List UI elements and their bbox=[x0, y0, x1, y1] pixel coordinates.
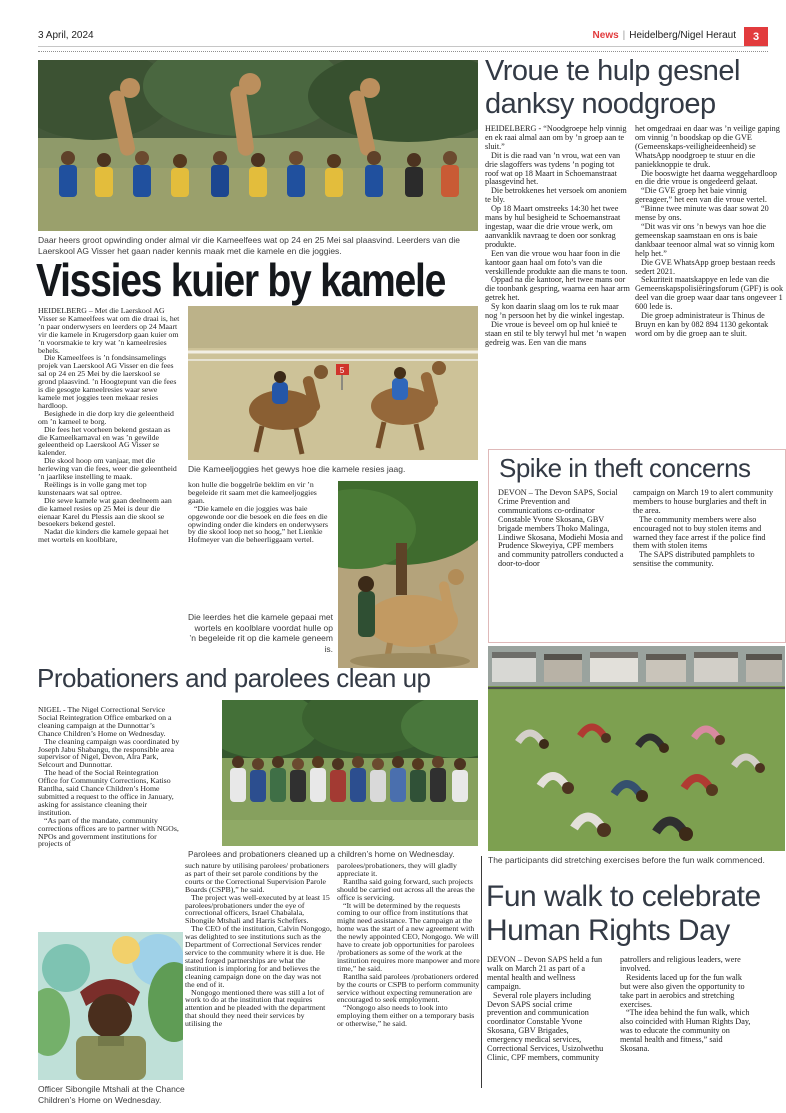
headline-spike: Spike in theft concerns bbox=[499, 453, 751, 483]
header-dotted-rule bbox=[38, 51, 768, 52]
paragraph: “Nongogo also needs to look into employing them either on a temporary basis or otherwise,” he said. bbox=[337, 1003, 475, 1029]
paragraph: Sekuriteit maatskappye en lede van die Gemeenskapspolisiëringsforum (GPF) is ook deel van die groep waar daar tans ongeveer 1 600 lede is. bbox=[635, 275, 784, 312]
photo-parolees-group bbox=[222, 700, 478, 846]
photo-officer-mural bbox=[38, 932, 183, 1080]
spike-column-1 bbox=[498, 489, 626, 635]
vissies-column-1 bbox=[38, 307, 180, 665]
paragraph: Die GVE WhatsApp groep bestaan reeds sedert 2021. bbox=[635, 257, 776, 276]
paragraph: patrollers and religious leaders, were involved. bbox=[620, 956, 741, 973]
probationers-column-2 bbox=[185, 862, 332, 1110]
photo-kameelfees-group bbox=[38, 60, 478, 231]
photo-caption-officer: Officer Sibongile Mtshali at the Chance Children’s Home on Wednesday. bbox=[38, 1084, 185, 1105]
paragraph: Die groep administrateur is Thinus de Bruyn en kan by 082 894 1130 gekontak word om by die groep aan te sluit. bbox=[635, 311, 769, 338]
headline-vissies: Vissies kuier by kamele bbox=[36, 254, 446, 306]
paragraph: HEIDELBERG - “Noodgroepe help vinnig en ek raai almal aan om by ’n groep aan te sluit.” bbox=[485, 125, 627, 151]
paragraph: “Die kamele en die joggies was baie opgewonde oor die besoek en die fees en die opwinding onder die kinders en onderwysers by die skool loop net so hoog,” het Lienkie Hofmeyer van die beheerliggaam vertel. bbox=[188, 503, 329, 545]
paragraph: NIGEL - The Nigel Correctional Service Social Reintegration Office embarked on a cleaning campaign at the Dunnottar’s Chance Children’s Home on Wednesday. bbox=[38, 706, 172, 738]
paragraph: kon hulle die boggelrûe beklim en vir ’n begeleide rit saam met die kameeljoggies gaan. bbox=[188, 481, 317, 505]
funwalk-column-1 bbox=[487, 956, 605, 1110]
paragraph: Rantlha said parolees /probationers ordered by the courts or CSPB to perform community service without expecting remuneration are encouraged to seek employment. bbox=[337, 971, 480, 1005]
photo-camel-race bbox=[188, 306, 478, 460]
photo-funwalk-stretching bbox=[488, 646, 785, 851]
vissies-column-2 bbox=[188, 481, 332, 609]
paragraph: Oppad na die kantoor, het twee mans oor die toonbank gespring, waarna een haar arm getrek het. bbox=[485, 275, 630, 303]
photo-camel-ride bbox=[338, 481, 478, 668]
paragraph: parolees/probationers, they will gladly appreciate it. bbox=[337, 862, 457, 878]
paragraph: Een van die vroue wou haar foon in die kantoor gaan haal om foto’s van die verskillende produkte aan die mans te toon. bbox=[485, 248, 628, 276]
paragraph: Op 18 Maart omstreeks 14:30 het twee mans by hul besigheid te Schoemanstraat ingestap, waar die drie vroue werk, om aanvanklik navraag te doen oor sonkrag produkte. bbox=[485, 204, 621, 249]
paragraph: “Binne twee minute was daar sowat 20 mense by ons. bbox=[635, 204, 769, 223]
paragraph: Nongogo mentioned there was still a lot of work to do at the institution that requires attention and he pleaded with the department that should they need their services by utilising the bbox=[185, 987, 326, 1029]
svg-text:5: 5 bbox=[339, 366, 345, 375]
page-number-badge: 3 bbox=[744, 27, 768, 47]
header-separator: | bbox=[622, 30, 626, 41]
paragraph: campaign on March 19 to alert community members to house burglaries and theft in the area. bbox=[633, 489, 774, 515]
probationers-column-1 bbox=[38, 706, 180, 928]
spike-article-box bbox=[488, 449, 786, 643]
paragraph: Die booswigte het daarna weggehardloop en die drie vroue is ongedeerd gelaat. bbox=[635, 168, 777, 187]
headline-vroue: Vroue te hulp gesnel danksy noodgroep bbox=[485, 55, 740, 120]
section-label: News bbox=[592, 30, 619, 41]
paragraph: DEVON – The Devon SAPS, Social Crime Prevention and communications co-ordinator Constable Yvone Skosana, GBV brigade members Thoko Malinga, Lindiwe Skosana, Modiehi Mosia and Prudence Skweyiya, CPF members and community patrollers conducted a door-to-door bbox=[498, 489, 624, 569]
paragraph: Several role players including Devon SAPS social crime prevention and communication coordinator Constable Yvone Skosana, GBV Brigades, emergency medical services, Correctional Services, Usizolwethu Clinic, CPF members, community bbox=[487, 990, 604, 1062]
paragraph: “As part of the mandate, community corrections offices are to partner with NGOs, NPOs and government institutions for projects of bbox=[38, 815, 179, 849]
paragraph: The cleaning campaign was coordinated by Joseph Jabu Shabangu, the responsible area supervisor of Nigel, Devon, Alra Park, Selcourt and Dunnottar. bbox=[38, 736, 180, 770]
photo-caption-funwalk: The participants did stretching exercises before the fun walk commenced. bbox=[488, 855, 765, 865]
paragraph: Die vroue is beveel om op hul knieë te staan en stil te bly terwyl hul met ’n wapen gedreig was. Een van die mans bbox=[485, 319, 627, 347]
paragraph: The SAPS distributed pamphlets to sensitise the community. bbox=[633, 550, 755, 569]
header-rule bbox=[38, 46, 768, 47]
paragraph: “It will be determined by the requests coming to our office from institutions that might need assistance. The campaign at the home was the start of a new agreement with the newly appointed CEO, Nongogo. We will have to create job opportunities for parolees /probationers as some of the work at the institution requires more manpower and more time,” he said. bbox=[337, 900, 480, 973]
paragraph: DEVON – Devon SAPS held a fun walk on March 21 as part of a mental health and wellness campaign. bbox=[487, 956, 603, 991]
paragraph: The head of the Social Reintegration Office for Community Corrections, Katiso Rantlha, said Chance Children’s Home submitted a request to the office in January, asking for assistance cleaning their institution. bbox=[38, 768, 174, 817]
paragraph: Die skool hoop om vanjaar, met die herlewing van die fees, weer die geleentheid ’n jaarlikse instelling te maak. bbox=[38, 456, 177, 482]
probationers-column-3 bbox=[337, 862, 480, 1110]
paragraph: Die Kameelfees is ’n fondsinsamelings projek van Laerskool AG Visser en die fees sal op 24 en 25 Mei by die laerskool se grond plaasvind. ’n Hoogtepunt van die fees is die gesogte kameelresies waar sewe kamele met joggies teen mekaar resies hardloop. bbox=[38, 353, 177, 410]
headline-probationers: Probationers and parolees clean up bbox=[37, 663, 431, 693]
paragraph: The project was well-executed by at least 15 parolees/probationers under the eye of correctional officers, Israel Chabalala, Sibongile Mtshali and Harris Scheffers. bbox=[185, 892, 330, 926]
paragraph: Residents laced up for the fun walk but were also given the opportunity to take part in aerobics and stretching exercises. bbox=[620, 972, 745, 1009]
paragraph: Rantlha said going forward, such projects should be carried out across all the areas the office is servicing. bbox=[337, 876, 475, 902]
paragraph: Besighede in die dorp kry die geleentheid om ’n kameel te borg. bbox=[38, 408, 174, 426]
photo-caption-race: Die Kameeljoggies het gewys hoe die kamele resies jaag. bbox=[188, 464, 406, 474]
paragraph: Dit is die raad van ’n vrou, wat een van drie slagoffers was tydens ’n poging tot roof wat op 18 Maart in Schoemanstraat plaasgevind het. bbox=[485, 150, 621, 187]
column-divider-rule bbox=[481, 856, 482, 1088]
paragraph: Die betrokkenes het versoek om anoniem te bly. bbox=[485, 186, 627, 205]
funwalk-column-2 bbox=[620, 956, 752, 1110]
paragraph: Reëlings is in volle gang met top kunstenaars wat sal optree. bbox=[38, 479, 147, 497]
paragraph: “Die GVE groep het baie vinnig gereageer,” het een van die vroue vertel. bbox=[635, 186, 767, 205]
photo-caption-kameelfees: Daar heers groot opwinding onder almal vir die Kameelfees wat op 24 en 25 Mei sal plaasvind. Leerders van die Laerskool AG Visser het gaan nader kennis maak met die kamele en die joggies. bbox=[38, 235, 460, 256]
paragraph: The community members were also encouraged not to buy stolen items and warned they face arrest if the police find them with stolen items bbox=[633, 514, 766, 551]
paragraph: Die sewe kamele wat gaan deelneem aan die kameel resies op 25 Mei is deur die eienaar Karel du Plessis aan die skool se besoekers bekend gestel. bbox=[38, 495, 172, 529]
spike-column-2 bbox=[633, 489, 777, 635]
paragraph: het omgedraai en daar was ’n veilige gaping om vinnig ’n boodskap op die GVE (Gemeenskaps-veiligheideenheid) se WhatsApp noodgroep te stuur en die paniekknoppie te druk. bbox=[635, 125, 780, 169]
vroue-column-1 bbox=[485, 125, 630, 455]
paragraph: Sy kon daarin slaag om los te ruk maar nog ’n persoon het by die winkel ingestap. bbox=[485, 302, 625, 321]
masthead: Heidelberg/Nigel Heraut bbox=[629, 30, 736, 41]
vroue-column-2 bbox=[635, 125, 785, 455]
paragraph: “Dit was vir ons ’n bewys van hoe die gemeenskap saamstaan en ons is baie dankbaar teenoor almal wat so vinnig kom help het.” bbox=[635, 221, 775, 258]
paragraph: “The idea behind the fun walk, which also coincided with Human Rights Day, was to educate the community on mental health and fitness,” said Skosana. bbox=[620, 1008, 751, 1054]
headline-funwalk: Fun walk to celebrate Human Rights Day bbox=[486, 880, 761, 947]
paragraph: Nadat die kinders die kamele gepaai het met wortels en koolblare, bbox=[38, 527, 169, 545]
photo-caption-parolees: Parolees and probationers cleaned up a children’s home on Wednesday. bbox=[188, 849, 455, 859]
paragraph: Die fees het voorheen bekend gestaan as die Kameelkarnaval en was ’n gewilde geleentheid op Laerskool AG Visser se kalender. bbox=[38, 424, 171, 458]
paragraph: HEIDELBERG – Met die Laerskool AG Visser se Kameelfees wat om die draai is, het ’n paar onderwysers en leerders op 24 Maart vir die kamele in Krugersdorp gaan kuier om ’n voorsmakie te kry wat ’n kameelresies behels. bbox=[38, 307, 180, 355]
photo-caption-ride: Die leerdes het die kamele gepaai met wortels en koolblare voordat hulle op ’n begeleide rit op die kamele geneem is. bbox=[187, 612, 333, 654]
page-date: 3 April, 2024 bbox=[38, 30, 94, 41]
header-right bbox=[593, 30, 736, 41]
paragraph: The CEO of the institution, Calvin Nongogo, was delighted to see institutions such as the Department of Correctional Services render service to the community where it is due. He stated forged partnerships are what the institution is imploring for and believes the cleaning campaign done on the day was not the end of it. bbox=[185, 924, 332, 989]
paragraph: such nature by utilising parolees/ probationers as part of their set parole conditions by the courts or the Correctional Supervision Parole Boards (CSPB),” he said. bbox=[185, 862, 329, 894]
